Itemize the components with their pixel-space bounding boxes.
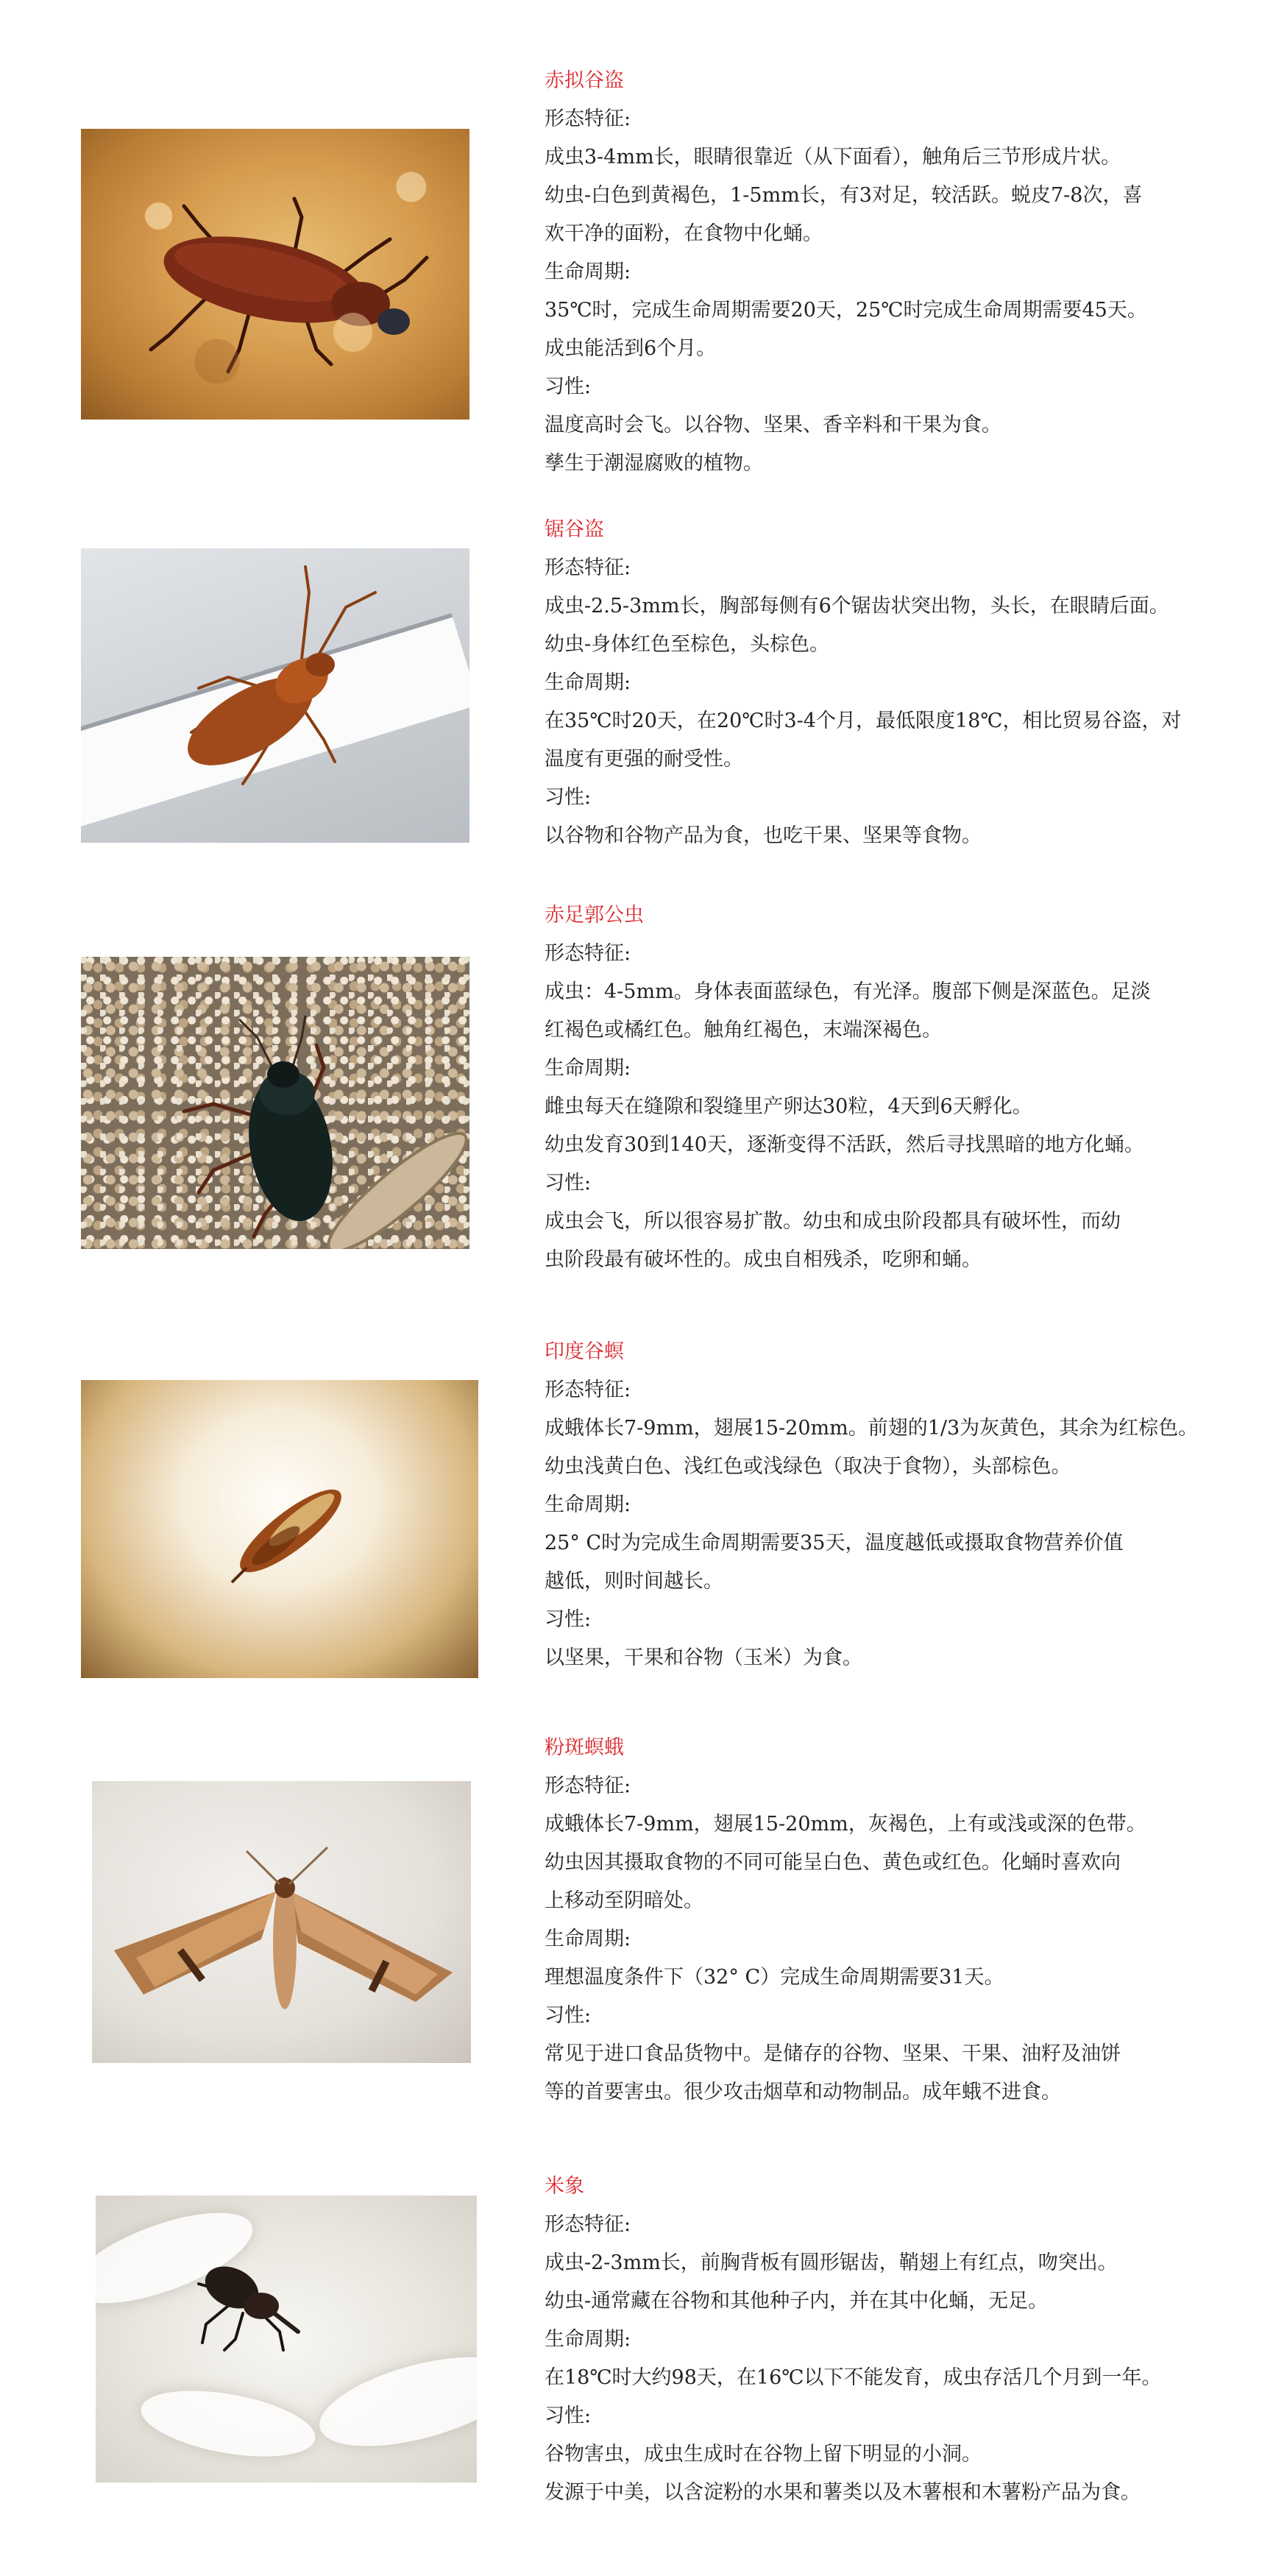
- indian-meal-moth-photo: [81, 1380, 478, 1678]
- text-line: 雌虫每天在缝隙和裂缝里产卵达30粒，4天到6天孵化。: [545, 1095, 1032, 1118]
- text-line: 生命周期:: [545, 1057, 631, 1080]
- pest-name: 印度谷螟: [545, 1340, 624, 1363]
- text-line: 发源于中美，以含淀粉的水果和薯类以及木薯根和木薯粉产品为食。: [545, 2481, 1141, 2504]
- text-line: 成虫：4-5mm。身体表面蓝绿色，有光泽。腹部下侧是深蓝色。足淡: [545, 980, 1151, 1003]
- moth-illustration: [81, 1380, 478, 1678]
- text-line: 成蛾体长7-9mm，翅展15-20mm。前翅的1/3为灰黄色，其余为红棕色。: [545, 1417, 1199, 1440]
- text-line: 理想温度条件下（32° C）完成生命周期需要31天。: [545, 1966, 1004, 1989]
- text-line: 幼虫-身体红色至棕色，头棕色。: [545, 633, 830, 656]
- text-line: 等的首要害虫。很少攻击烟草和动物制品。成年蛾不进食。: [545, 2081, 1061, 2103]
- text-line: 形态特征:: [545, 1774, 631, 1797]
- text-line: 成虫-2-3mm长，前胸背板有圆形锯齿，鞘翅上有红点，吻突出。: [545, 2251, 1118, 2274]
- rice-weevil-photo: [96, 2195, 477, 2483]
- text-line: 习性:: [545, 1608, 592, 1631]
- text-line: 生命周期:: [545, 1928, 631, 1950]
- text-line: 习性:: [545, 375, 592, 398]
- text-line: 成虫-2.5-3mm长，胸部每侧有6个锯齿状突出物，头长，在眼睛后面。: [545, 595, 1169, 618]
- text-line: 形态特征:: [545, 2213, 631, 2236]
- pest-name: 赤足郭公虫: [545, 904, 644, 927]
- text-line: 幼虫-白色到黄褐色，1-5mm长，有3对足，较活跃。蜕皮7-8次，喜: [545, 184, 1143, 207]
- text-line: 在18℃时大约98天，在16℃以下不能发育，成虫存活几个月到一年。: [545, 2366, 1162, 2389]
- almond-moth-photo: [92, 1781, 471, 2063]
- sawtoothed-grain-beetle-photo: [81, 548, 469, 843]
- text-line: 成虫3-4mm长，眼睛很靠近（从下面看），触角后三节形成片状。: [545, 146, 1121, 169]
- text-line: 生命周期:: [545, 671, 631, 694]
- pest-name: 锯谷盗: [545, 518, 604, 541]
- weevil-illustration: [96, 2195, 477, 2483]
- text-line: 幼虫浅黄白色、浅红色或浅绿色（取决于食物），头部棕色。: [545, 1455, 1071, 1478]
- text-line: 在35℃时20天，在20℃时3-4个月，最低限度18℃，相比贸易谷盗，对: [545, 710, 1182, 732]
- text-line: 红褐色或橘红色。触角红褐色，末端深褐色。: [545, 1019, 942, 1041]
- text-line: 25° C时为完成生命周期需要35天，温度越低或摄取食物营养价值: [545, 1532, 1124, 1554]
- text-line: 温度高时会飞。以谷物、坚果、香辛料和干果为食。: [545, 414, 1001, 436]
- pest-name: 赤拟谷盗: [545, 69, 624, 92]
- text-line: 形态特征:: [545, 107, 631, 130]
- text-line: 习性:: [545, 2405, 592, 2427]
- text-line: 35℃时，完成生命周期需要20天，25℃时完成生命周期需要45天。: [545, 299, 1147, 322]
- text-line: 生命周期:: [545, 261, 631, 283]
- text-line: 欢干净的面粉，在食物中化蛹。: [545, 222, 823, 245]
- text-line: 形态特征:: [545, 942, 631, 965]
- pest-name: 米象: [545, 2175, 584, 2198]
- text-line: 上移动至阴暗处。: [545, 1889, 703, 1912]
- text-line: 习性:: [545, 2004, 592, 2027]
- moth-illustration: [92, 1781, 471, 2063]
- text-line: 成蛾体长7-9mm，翅展15-20mm，灰褐色，上有或浅或深的色带。: [545, 1813, 1146, 1836]
- text-line: 生命周期:: [545, 1493, 631, 1516]
- text-line: 越低，则时间越长。: [545, 1570, 723, 1593]
- beetle-illustration: [81, 957, 469, 1249]
- text-line: 温度有更强的耐受性。: [545, 748, 743, 771]
- red-flour-beetle-photo: [81, 129, 469, 420]
- text-line: 以谷物和谷物产品为食，也吃干果、坚果等食物。: [545, 824, 982, 847]
- text-line: 生命周期:: [545, 2328, 631, 2351]
- text-line: 形态特征:: [545, 1379, 631, 1401]
- text-line: 幼虫因其摄取食物的不同可能呈白色、黄色或红色。化蛹时喜欢向: [545, 1851, 1121, 1874]
- text-line: 成虫会飞，所以很容易扩散。幼虫和成虫阶段都具有破坏性，而幼: [545, 1210, 1121, 1233]
- text-line: 幼虫-通常藏在谷物和其他种子内，并在其中化蛹，无足。: [545, 2290, 1049, 2313]
- beetle-illustration: [81, 548, 469, 843]
- text-line: 幼虫发育30到140天，逐渐变得不活跃，然后寻找黑暗的地方化蛹。: [545, 1133, 1144, 1156]
- text-line: 以坚果，干果和谷物（玉米）为食。: [545, 1646, 862, 1669]
- text-line: 常见于进口食品货物中。是储存的谷物、坚果、干果、油籽及油饼: [545, 2042, 1121, 2065]
- text-line: 形态特征:: [545, 556, 631, 579]
- pest-name: 粉斑螟蛾: [545, 1736, 624, 1759]
- text-line: 成虫能活到6个月。: [545, 337, 717, 360]
- text-line: 孳生于潮湿腐败的植物。: [545, 452, 763, 475]
- text-line: 谷物害虫，成虫生成时在谷物上留下明显的小洞。: [545, 2443, 982, 2466]
- red-legged-ham-beetle-photo: [81, 957, 469, 1249]
- text-line: 习性:: [545, 1172, 592, 1195]
- text-line: 习性:: [545, 786, 592, 809]
- text-line: 虫阶段最有破坏性的。成虫自相残杀，吃卵和蛹。: [545, 1248, 982, 1271]
